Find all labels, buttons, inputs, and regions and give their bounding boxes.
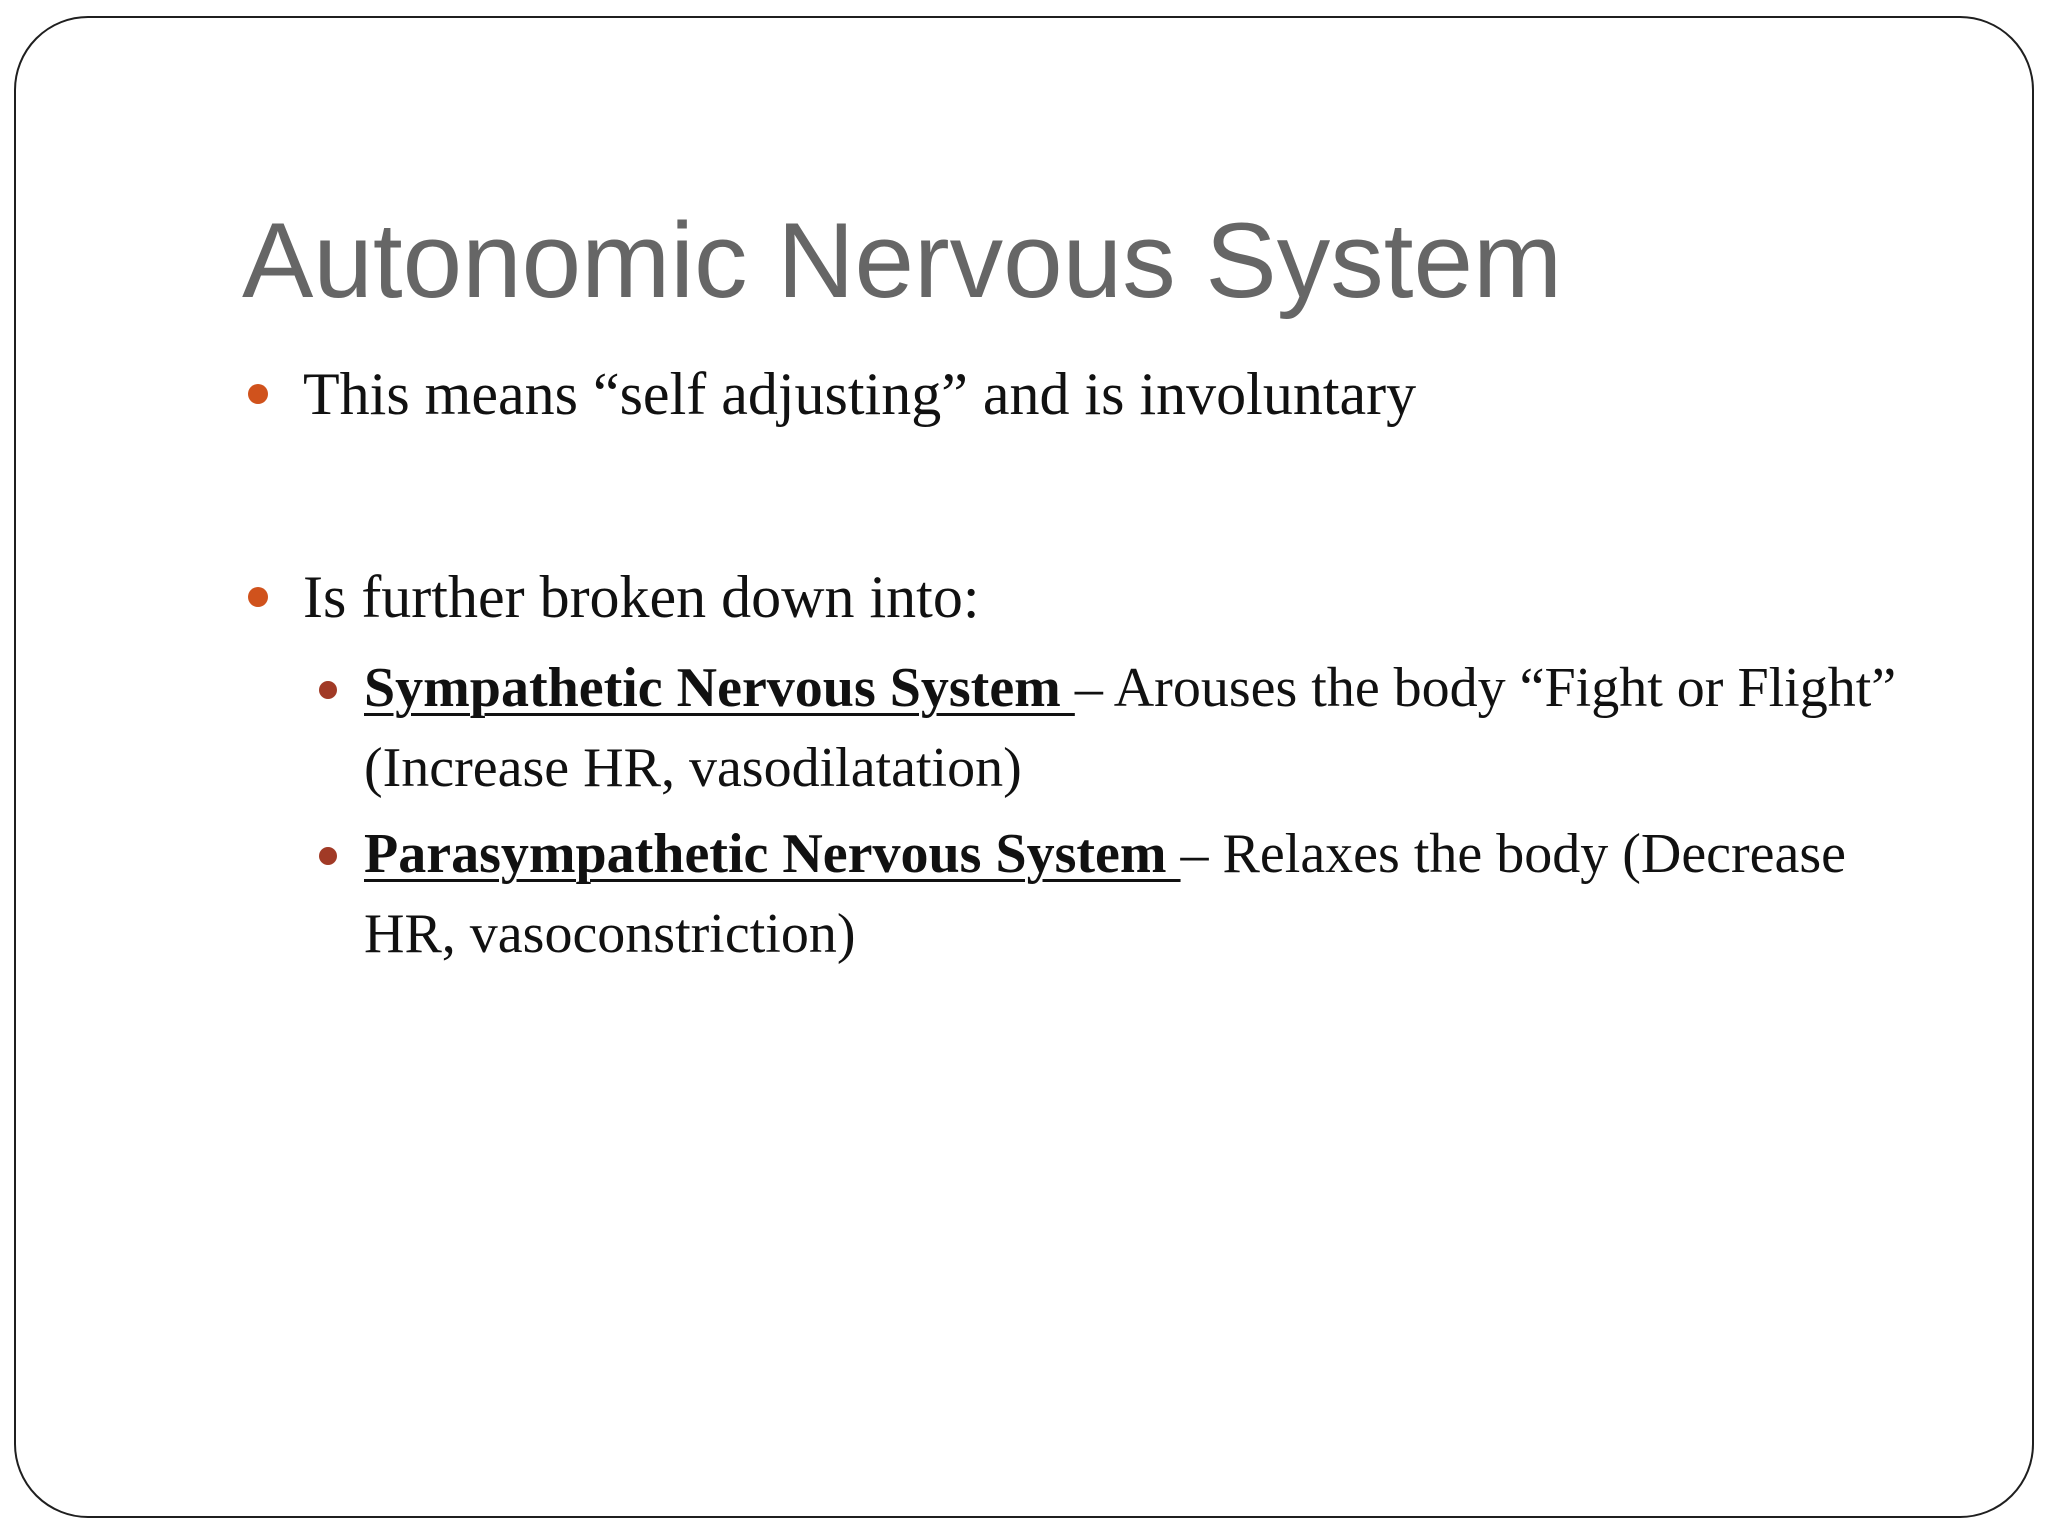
bullet-text: This means “self adjusting” and is involuntary: [303, 361, 1417, 427]
sub-bullet-item: [364, 648, 1924, 808]
sub-bullet-item: [364, 814, 1924, 974]
sub-bullet-description: – Arouses the body “Fight or Flight” (Increase HR, vasodilatation): [364, 657, 1897, 799]
bullet-item: [303, 557, 980, 637]
sub-bullet-term: Parasympathetic Nervous System: [364, 823, 1181, 885]
bullet-dot-icon: [248, 587, 268, 607]
sub-bullet-term: Sympathetic Nervous System: [364, 657, 1075, 719]
bullet-item: [303, 354, 1416, 434]
sub-bullet-dot-icon: [319, 847, 337, 865]
sub-bullet-description: – Relaxes the body (Decrease HR, vasoconstriction): [364, 823, 1847, 965]
bullet-dot-icon: [248, 384, 268, 404]
sub-bullet-dot-icon: [319, 681, 337, 699]
bullet-text: Is further broken down into:: [303, 564, 980, 630]
slide-frame: [14, 16, 2034, 1518]
slide-title: Autonomic Nervous System: [242, 200, 1563, 320]
